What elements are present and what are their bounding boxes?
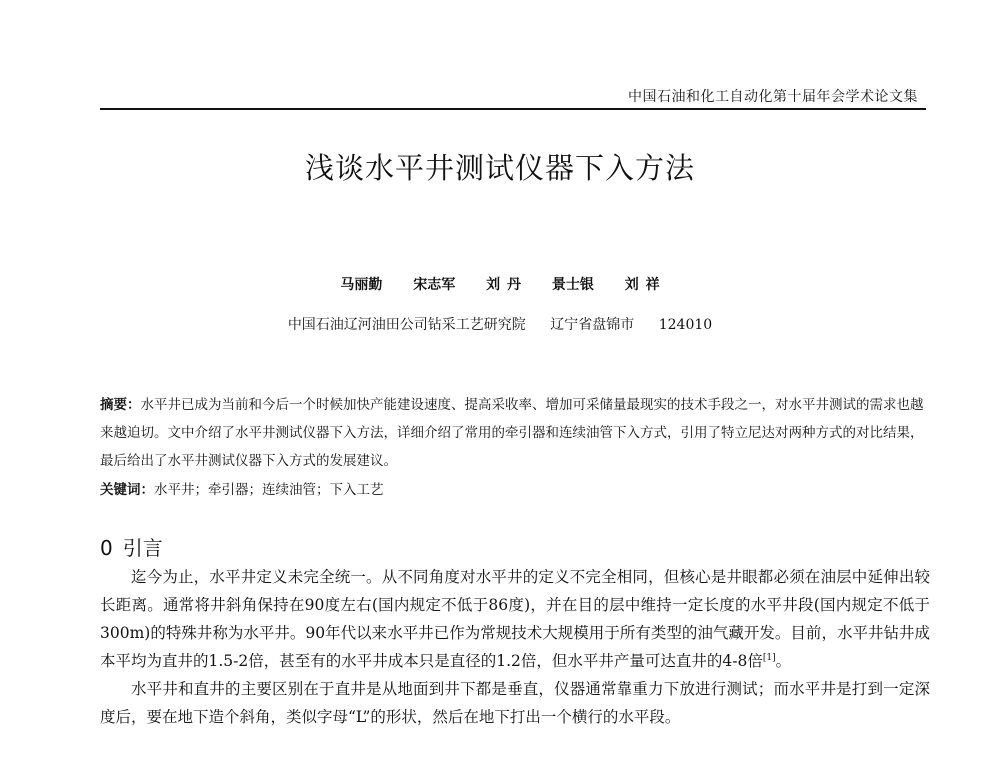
keywords	[100, 476, 930, 504]
affiliation	[0, 314, 1000, 334]
keywords-text: 水平井；牵引器；连续油管；下入工艺	[154, 482, 384, 498]
paragraph	[100, 563, 930, 675]
section-title: 引言	[122, 536, 163, 560]
author-name: 刘 祥	[624, 277, 660, 293]
affiliation-org: 中国石油辽河油田公司钻采工艺研究院	[287, 317, 526, 333]
header-rule	[100, 108, 926, 110]
paragraph	[100, 675, 930, 731]
abstract	[100, 391, 930, 475]
paragraph-tail: 。	[775, 652, 792, 670]
paragraph-text: 迄今为止，水平井定义未完全统一。从不同角度对水平井的定义不完全相同，但核心是井眼都必须在油层中延伸出较长距离。通常将井斜角保持在90度左右(国内规定不低于86度)，并在目的层中维持一定长度的水平井段(国内规定不低于300m)的特殊井称为水平井。90年代以来水平井已作为常规技术大规模用于所有类型的油气藏开发。目前，水平井钻井成本平均为直井的1.5-2倍，甚至有的水平井成本只是直径的1.2倍，但水平井产量可达直井的4-8倍	[100, 568, 930, 670]
affiliation-location: 辽宁省盘锦市	[550, 317, 635, 333]
author-name: 马丽勤	[340, 277, 383, 293]
paper-title: 浅谈水平井测试仪器下入方法	[304, 151, 695, 185]
citation-ref[interactable]: [1]	[762, 652, 776, 663]
journal-header: 中国石油和化工自动化第十届年会学术论文集	[628, 89, 918, 105]
keywords-label: 关键词：	[100, 482, 154, 498]
abstract-label: 摘要：	[100, 397, 141, 413]
affiliation-postcode: 124010	[658, 317, 713, 333]
paragraph-text: 水平井和直井的主要区别在于直井是从地面到井下都是垂直，仪器通常靠重力下放进行测试；而水平井是打到一定深度后，要在地下造个斜角，类似字母“L”的形状，然后在地下打出一个横行的水平段。	[100, 680, 930, 726]
section-heading	[100, 532, 163, 561]
section-number: 0	[100, 536, 113, 560]
author-name: 刘 丹	[486, 277, 521, 293]
author-name: 宋志军	[413, 277, 456, 293]
body-text	[100, 563, 930, 731]
abstract-text: 水平井已成为当前和今后一个时候加快产能建设速度、提高采收率、增加可采储量最现实的技术手段之一，对水平井测试的需求也越来越迫切。文中介绍了水平井测试仪器下入方法，详细介绍了常用的牵引器和连续油管下入方式，引用了特立尼达对两种方式的对比结果，最后给出了水平井测试仪器下入方式的发展建议。	[100, 397, 924, 469]
author-name: 景士银	[551, 277, 594, 293]
author-list	[0, 274, 1000, 294]
